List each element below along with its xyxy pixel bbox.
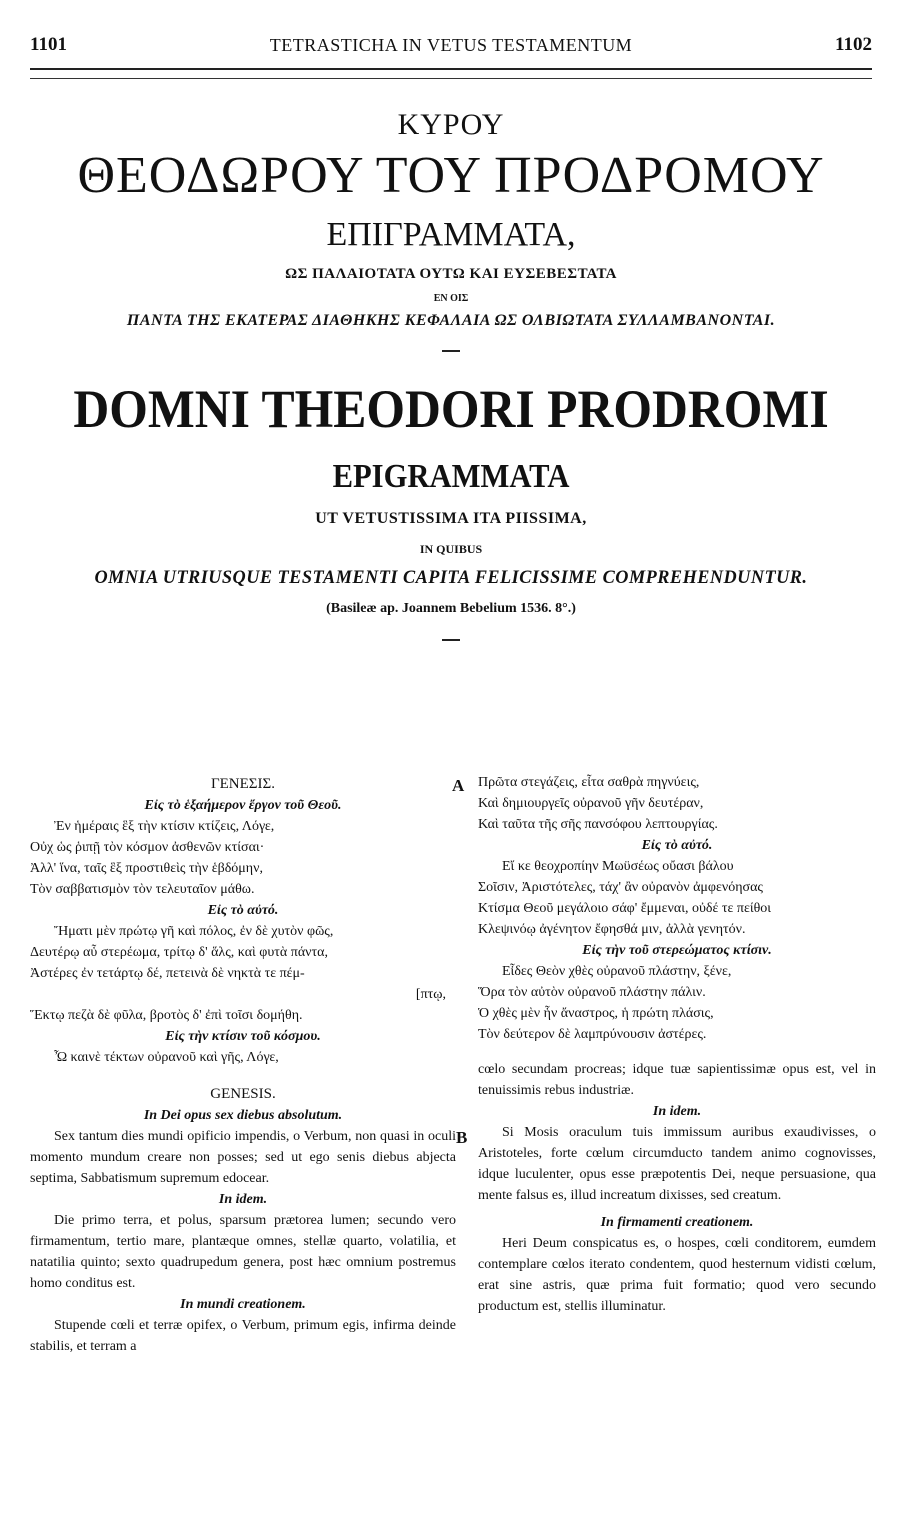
latin-title-line4: IN QUIBUS <box>419 542 483 556</box>
verse-line: Ὦ καινὲ τέκτων οὐρανοῦ καὶ γῆς, Λόγε, <box>54 1050 279 1065</box>
latin-paragraph: Heri Deum conspicatus es, o hospes, cœli conditorem, eumdem contemplare cœlos iterato condentem, quod hesternum vidisti cœlum, erat sine astris, quæ prima fuit formatio; quod vero secundo productum est, stellis illuminatur. <box>478 1236 876 1314</box>
latin-paragraph: Die primo terra, et polus, sparsum prætorea lumen; secundo vero firmamentum, tertio mare, plantæque omnes, stellæ quarto, volatilia, et natatilia quinto; sexto quadrupedum genera, post hæc omnium postremus homo conditus est. <box>30 1213 456 1291</box>
title-block <box>30 108 872 641</box>
left-column <box>30 772 456 1357</box>
verse-line: Ὁ χθὲς μὲν ἦν ἄναστρος, ἡ πρώτη πλάσις, <box>478 1006 714 1021</box>
header-rule-thin <box>30 78 872 79</box>
greek-subtitle: Εἰς τὸ ἑξαήμερον ἔργον τοῦ Θεοῦ. <box>144 798 342 813</box>
greek-stanza-1 <box>30 816 456 900</box>
verse-line: Ἀλλ' ἵνα, ταῖς ἓξ προστιθεὶς τὴν ἑβδόμην, <box>30 861 263 876</box>
greek-subtitle: Εἰς τὸ αὐτό. <box>207 903 279 918</box>
greek-title-line4: ΩΣ ΠΑΛΑΙΟΤΑΤΑ ΟΥΤΩ ΚΑΙ ΕΥΣΕΒΕΣΤΑΤΑ <box>285 266 617 282</box>
greek-title-line6: ΠΑΝΤΑ ΤΗΣ ΕΚΑΤΕΡΑΣ ΔΙΑΘΗΚΗΣ ΚΕΦΑΛΑΙΑ ΩΣ ΟΛΒΙΩΤΑΤΑ ΣΥΛΛΑΜΒΑΝΟΝΤΑΙ. <box>126 312 776 329</box>
latin-paragraph: cœlo secundam procreas; idque tuæ sapientissimæ opus est, vel in tenuissimis rebus industriæ. <box>478 1062 876 1098</box>
greek-subtitle: Εἰς τὴν κτίσιν τοῦ κόσμου. <box>165 1029 321 1044</box>
verse-line: Ὅρα τὸν αὐτὸν οὐρανοῦ πλάστην πάλιν. <box>478 985 706 1000</box>
latin-subtitle: In idem. <box>652 1104 702 1119</box>
latin-paragraph: Sex tantum dies mundi opificio impendis, o Verbum, non quasi in oculi momento mundum creare non posses; sed ut ego senis diebus abjecta septima, Sabbatismum supremum edocear. <box>30 1129 456 1186</box>
verse-line: Δευτέρῳ αὖ στερέωμα, τρίτῳ δ' ἅλς, καὶ φυτὰ πάντα, <box>30 945 328 960</box>
greek-subtitle: Εἰς τὸ αὐτό. <box>641 838 713 853</box>
verse-line: Καὶ δημιουργεῖς οὐρανοῦ γῆν δευτέραν, <box>478 796 704 811</box>
latin-subtitle: In Dei opus sex diebus absolutum. <box>143 1108 343 1123</box>
latin-title-line1: DOMNI THEODORI PRODROMI <box>73 379 829 439</box>
margin-letter-a: A <box>452 776 465 795</box>
latin-subtitle: In mundi creationem. <box>180 1297 306 1312</box>
verse-line: Ἕκτῳ πεζὰ δὲ φῦλα, βροτὸς δ' ἐπὶ τοῖσι δομήθη. <box>30 1008 303 1023</box>
verse-line-continuation: [πτῳ, <box>415 987 446 1002</box>
page-number-right: 1102 <box>835 34 872 55</box>
verse-line: Σοῖσιν, Ἀριστότελες, τάχ' ἂν οὐρανὸν ἀμφενόησας <box>478 880 763 895</box>
running-title: TETRASTICHA IN VETUS TESTAMENTUM <box>269 35 633 55</box>
latin-paragraph: Si Mosis oraculum tuis immissum auribus exaudivisses, o Aristoteles, forte cœlum circumducto tandem animo cognovisses, idque luculenter, opus esse præpotentis Dei, neque persuasione, qua mente falsus es, illud increatum dixisses, sed creatum. <box>478 1125 876 1203</box>
latin-subtitle: In idem. <box>218 1192 268 1207</box>
verse-line: Ἤματι μὲν πρώτῳ γῆ καὶ πόλος, ἐν δὲ χυτὸν φῶς, <box>54 924 334 939</box>
verse-line: Πρῶτα στεγάζεις, εἶτα σαθρὰ πηγνύεις, <box>478 775 700 790</box>
greek-subtitle: Εἰς τὴν τοῦ στερεώματος κτίσιν. <box>582 943 772 958</box>
verse-line: Κλεψινόῳ ἀγένητον ἔφησθά μιν, ἀλλὰ γενητόν. <box>478 922 746 937</box>
right-column <box>478 772 876 1317</box>
verse-line: Κτίσμα Θεοῦ μεγάλοιο σάφ' ἔμμεναι, οὐδέ τε πείθοι <box>478 901 772 916</box>
latin-title-line5: OMNIA UTRIUSQUE TESTAMENTI CAPITA FELICISSIME COMPREHENDUNTUR. <box>94 567 808 588</box>
imprint-line: (Basileæ ap. Joannem Bebelium 1536. 8°.) <box>326 601 576 616</box>
greek-title-line3: ΕΠΙΓΡΑΜΜΑΤΑ, <box>326 216 576 253</box>
latin-title-line2: EPIGRAMMATA <box>332 458 570 495</box>
verse-line: Καὶ ταῦτα τῆς σῆς πανσόφου λεπτουργίας. <box>478 817 718 832</box>
verse-line: Εἶδες Θεὸν χθὲς οὐρανοῦ πλάστην, ξένε, <box>502 964 732 979</box>
greek-stanza-2 <box>30 921 456 1026</box>
latin-title-line3: UT VETUSTISSIMA ITA PIISSIMA, <box>315 510 587 527</box>
greek-title-line2: ΘΕΟΔΩΡΟΥ ΤΟΥ ΠΡΟΔΡΟΜΟΥ <box>77 147 825 204</box>
verse-line: Τὸν δεύτερον δὲ λαμπρύνουσιν ἀστέρες. <box>478 1027 707 1042</box>
latin-section-title: GENESIS. <box>210 1086 276 1102</box>
verse-line: Εἴ κε θεοχροπίην Μωϋσέως οὔασι βάλου <box>502 859 734 874</box>
greek-section-title: ΓΕΝΕΣΙΣ. <box>210 776 276 792</box>
greek-title-line1: ΚΥΡΟΥ <box>397 108 505 141</box>
page-header <box>30 34 872 62</box>
greek-stanza-3 <box>30 1047 456 1068</box>
verse-line: Οὐχ ὡς ῥιπῇ τὸν κόσμον ἀσθενῶν κτίσαι· <box>30 840 265 855</box>
header-rule-thick <box>30 68 872 70</box>
greek-stanza-3 <box>478 961 876 1045</box>
verse-line: Ἀστέρες ἐν τετάρτῳ δέ, πετεινὰ δὲ νηκτὰ τε πέμ- <box>30 966 305 981</box>
greek-title-line5: ΕΝ ΟΙΣ <box>433 293 469 304</box>
greek-stanza-2 <box>478 856 876 940</box>
latin-paragraph: Stupende cœli et terræ opifex, o Verbum, primum egis, infirma deinde stabilis, et terram a <box>30 1318 456 1354</box>
title-divider-2 <box>442 639 460 641</box>
latin-subtitle: In firmamenti creationem. <box>600 1215 754 1230</box>
margin-letter-b: B <box>456 1128 468 1147</box>
title-divider-1 <box>442 350 460 352</box>
page-number-left: 1101 <box>30 34 67 55</box>
verse-line: Τὸν σαββατισμὸν τὸν τελευταῖον μάθω. <box>30 882 255 897</box>
greek-stanza-1 <box>478 772 876 835</box>
verse-line: Ἐν ἡμέραις ἓξ τὴν κτίσιν κτίζεις, Λόγε, <box>54 819 275 834</box>
